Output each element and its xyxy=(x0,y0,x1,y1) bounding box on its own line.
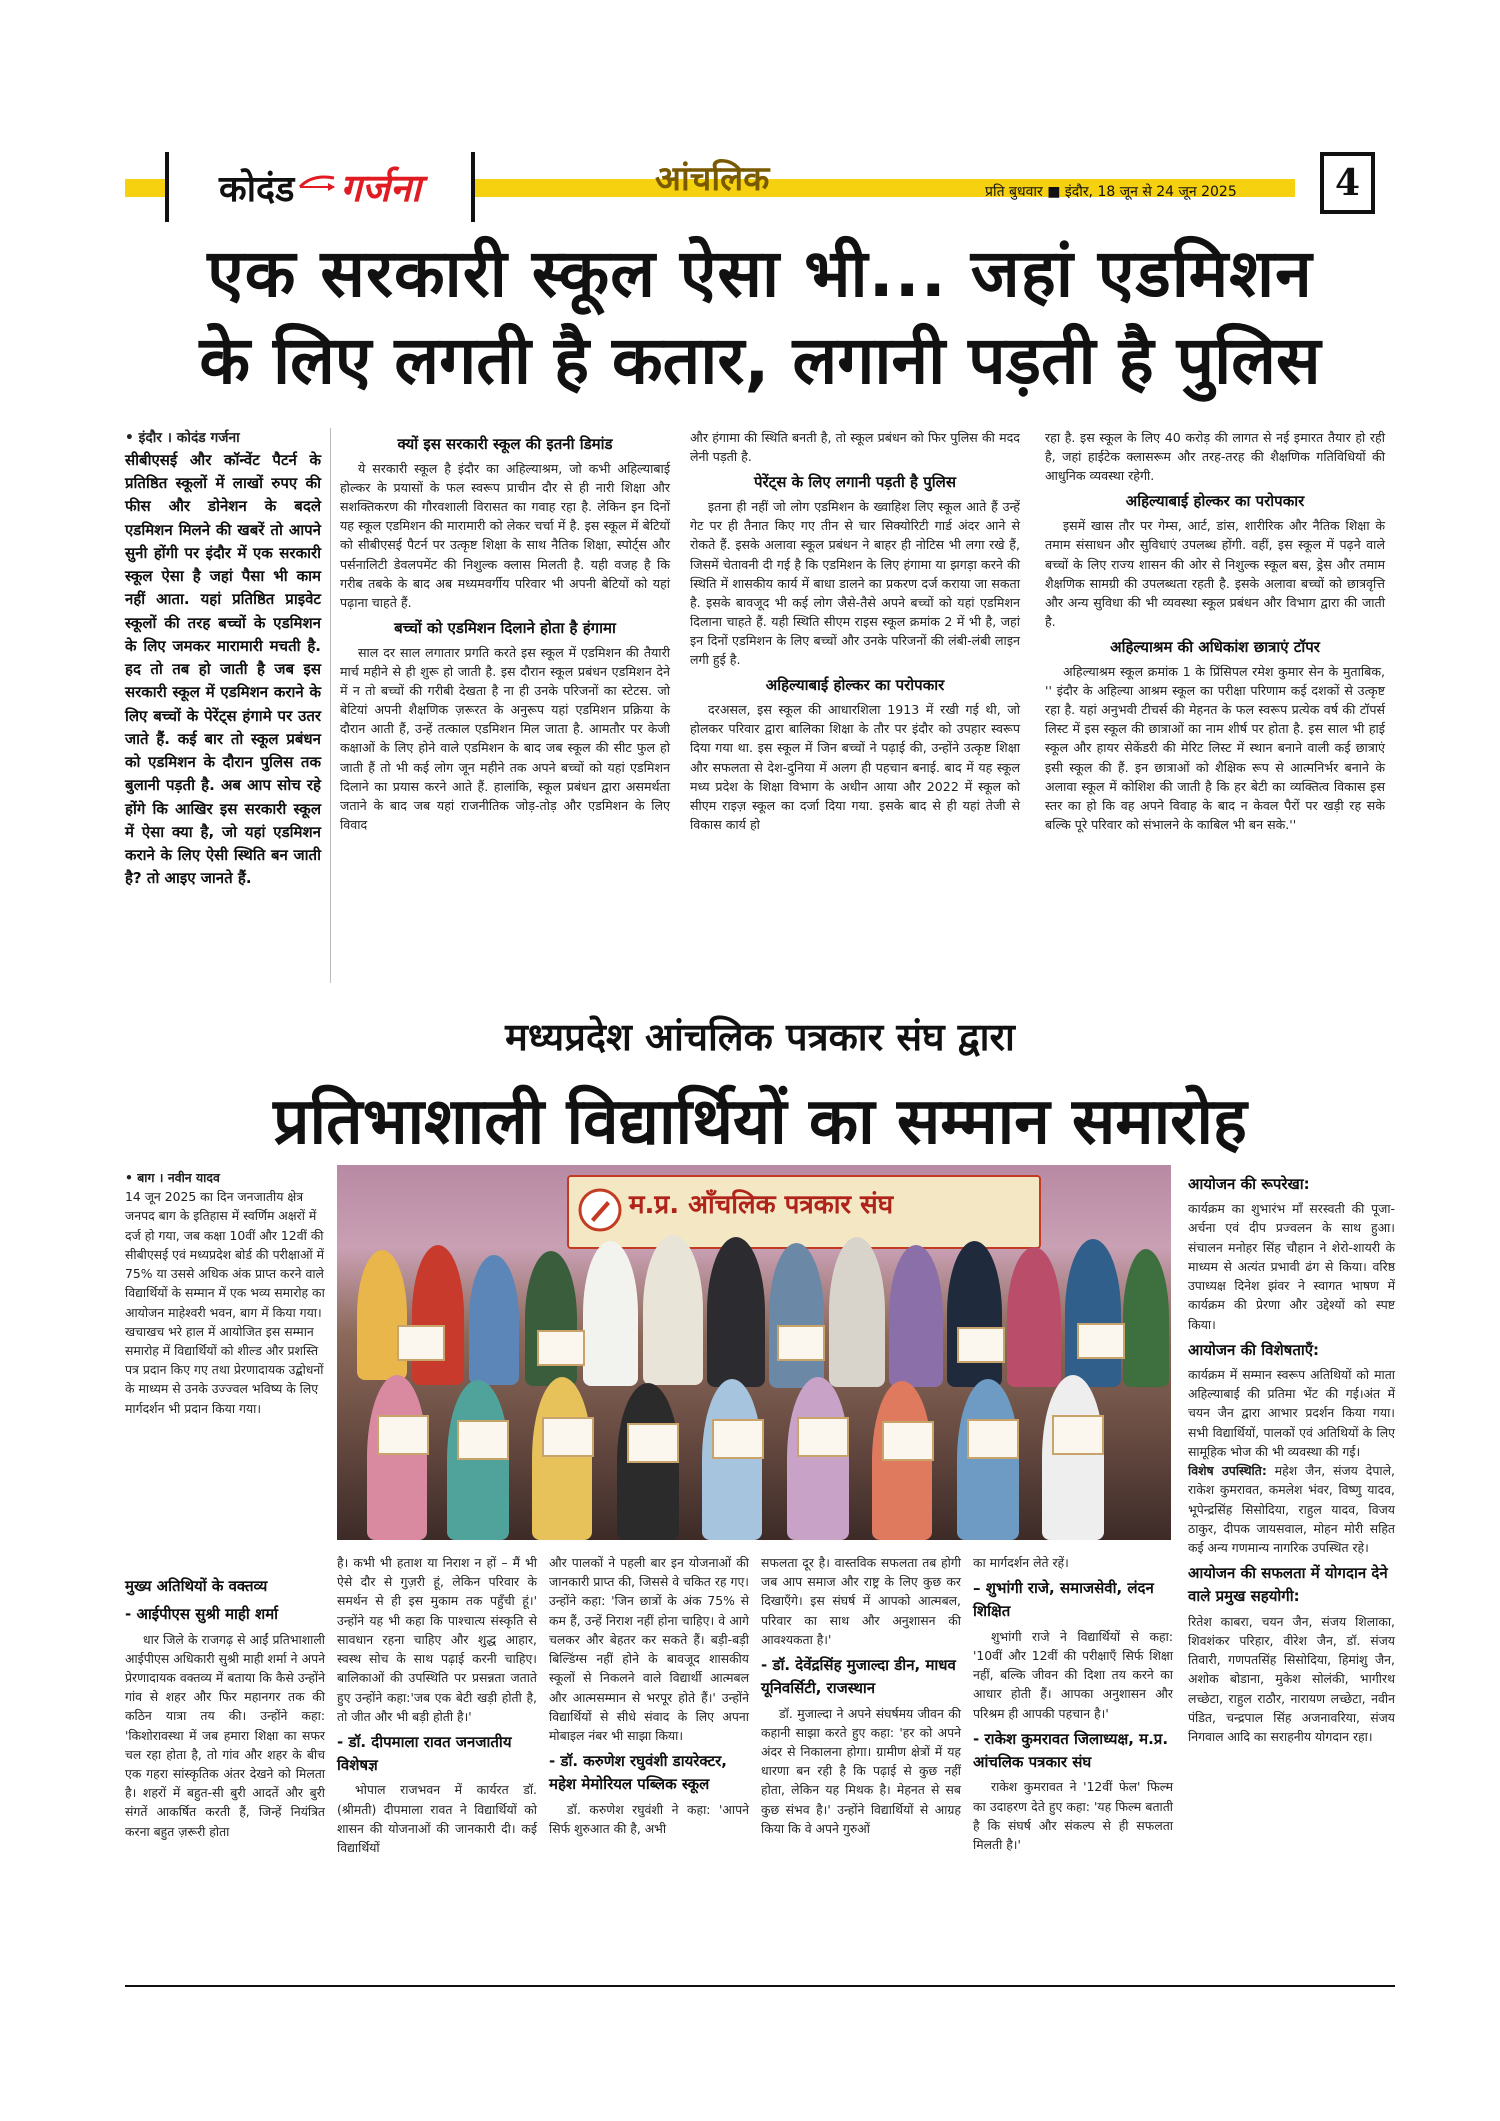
features-heading: आयोजन की विशेषताएँ: xyxy=(1188,1340,1320,1359)
story1-paragraph-1: ये सरकारी स्कूल है इंदौर का अहिल्याश्रम, जो कभी अहिल्याबाई होल्कर के प्रयासों के फल स्वरूप प्राचीन दौर से ही नारी शिक्षा और सशक्तिकरण की गौरवशाली विरासत का गवाह रहा है. लेकिन इन दिनों यह स्कूल एडमिशन की मारामारी को लेकर चर्चा में है. इस स्कूल में बेटियों को सीबीएसई पैटर्न पर उत्कृष्ट शिक्षा के साथ नैतिक शिक्षा, स्पोर्ट्स और पर्सनालिटी डेवलपमेंट की निशुल्क क्लास मिलती है. यही वजह है कि गरीब तबके के बाद अब मध्यमवर्गीय परिवार भी अपनी बेटियों को यहां पढ़ाना चाहते हैं. xyxy=(340,460,670,610)
certificate xyxy=(797,1417,849,1457)
story1-column-1 xyxy=(125,428,321,891)
person-figure xyxy=(643,1235,703,1385)
logo-text-part1: कोदंड xyxy=(219,168,295,210)
special-guests xyxy=(1188,1461,1395,1557)
person-figure xyxy=(1042,1375,1104,1540)
success-heading: आयोजन की सफलता में योगदान देने वाले प्रमुख सहयोगी: xyxy=(1188,1564,1388,1606)
masthead xyxy=(125,152,1395,222)
story2-column-1 xyxy=(125,1570,325,1841)
story2-dateline: • बाग । नवीन यादव xyxy=(125,1170,220,1185)
story2-column-5 xyxy=(973,1553,1173,1854)
story1-paragraph-5: दरअसल, इस स्कूल की आधारशिला 1913 में रखी गई थी, जो होलकर परिवार द्वारा बालिका शिक्षा के तौर पर इंदौर को उपहार स्वरूप दिया गया था. इस स्कूल में जिन बच्चों ने पढ़ाई की, उन्होंने उत्कृष्ट शिक्षा और सफलता से देश-दुनिया में अलग ही पहचान बनाई. बाद में यह स्कूल मध्य प्रदेश के शिक्षा विभाग के अधीन आया और 2022 में स्कूल को सीएम राइज़ स्कूल का दर्जा दिया गया. इसके बाद से ही यहां तेजी से विकास कार्य हो xyxy=(690,702,1020,832)
story2-intro: 14 जून 2025 का दिन जनजातीय क्षेत्र जनपद बाग के इतिहास में स्वर्णिम अक्षरों में दर्ज हो गया, जब कक्षा 10वीं और 12वीं की सीबीएसई एवं मध्यप्रदेश बोर्ड की परीक्षाओं में 75% या उससे अधिक अंक प्राप्त करने वाले विद्यार्थियों के सम्मान में एक भव्य समारोह का आयोजन माहेश्वरी भवन, बाग में किया गया। खचाखच भरे हाल में आयोजित इस सम्मान समारोह में विद्यार्थियों को शील्ड और प्रशस्ति पत्र प्रदान किए गए तथा प्रेरणादायक उद्बोधनों के माध्यम से उनके उज्ज्वल भविष्य के लिए मार्गदर्शन भी प्रदान किया गया। xyxy=(125,1189,325,1416)
features-text: कार्यक्रम में सम्मान स्वरूप अतिथियों को माता अहिल्याबाई की प्रतिमा भेंट की गई।अंत में चयन जैन द्वारा आभार प्रदर्शन किया गया। सभी विद्यार्थियों, पालकों एवं अतिथियों के लिए सामूहिक भोज की भी व्यवस्था की गई। xyxy=(1188,1367,1395,1459)
person-figure xyxy=(447,1380,509,1540)
speaker1-name: - आईपीएस सुश्री माही शर्मा xyxy=(125,1605,279,1624)
speaker6-text: राकेश कुमरावत ने '12वीं फेल' फिल्म का उदाहरण देते हुए कहा: 'यह फिल्म बताती है कि संघर्ष और संकल्प से ही सफलता मिलती है।' xyxy=(973,1779,1173,1852)
speaker5-text: शुभांगी राजे ने विद्यार्थियों से कहा: '10वीं और 12वीं की परीक्षाएँ सिर्फ शिक्षा नहीं, बल्कि जीवन की दिशा तय करने का आधार होती हैं। आपका अनुशासन और परिश्रम ही आपकी पहचान है।' xyxy=(973,1628,1173,1721)
person-figure xyxy=(947,1241,1002,1387)
person-figure xyxy=(1123,1249,1169,1387)
certificate xyxy=(967,1419,1019,1459)
special-text: महेश जैन, संजय देपाले, राकेश कुमरावत, कमलेश भंवर, विष्णु यादव, भूपेन्द्रसिंह सिसोदिया, राहुल यादव, विजय ठाकुर, दीपक जायसवाल, मोहन मोरी सहित कई अन्य गणमान्य नागरिक उपस्थित रहे। xyxy=(1188,1463,1395,1555)
story1-dateline: • इंदौर । कोदंड गर्जना xyxy=(125,430,240,446)
certificate xyxy=(882,1421,934,1461)
speaker1-text-cont: है। कभी भी हताश या निराश न हों – मैं भी ऐसे दौर से गुज़री हूं, लेकिन परिवार के समर्थन से ही इस मुकाम तक पहुँची हूं।' उन्होंने यह भी कहा कि पाश्चात्य संस्कृति से सावधान रहना चाहिए और शुद्ध आहार, स्वस्थ सोच के साथ पढ़ाई करनी चाहिए। बालिकाओं की उपस्थिति पर प्रसन्नता जताते हुए उन्होंने कहा:'जब एक बेटी खड़ी होती है, तो जीत और भी बड़ी होती है।' xyxy=(337,1555,537,1724)
story1-paragraph-8: अहिल्याश्रम स्कूल क्रमांक 1 के प्रिंसिपल रमेश कुमार सेन के मुताबिक, '' इंदौर के अहिल्या आश्रम स्कूल का परीक्षा परिणाम कई दशकों से उत्कृष्ट रहा है. यहां अनुभवी टीचर्स की मेहनत के फल स्वरूप प्रत्येक वर्ष की टॉपर्स लिस्ट में इस स्कूल की छात्राओं का नाम शीर्ष पर होता है. इस साल भी हाई स्कूल और हायर सेकेंडरी की मेरिट लिस्ट में स्थान बनाने वाली कई छात्राएं इसी स्कूल की हैं. इन छात्राओं को शैक्षिक रूप से आत्मनिर्भर बनाने के अलावा स्कूल में कोशिश की जाती है कि हर बेटी का व्यक्तित्व विकास इस स्तर का हो कि वह अपने विवाह के बाद न केवल पैरों पर खड़ी रह सके बल्कि पूरे परिवार को संभालने के काबिल भी बन सके.'' xyxy=(1045,663,1385,832)
story1-subhead-3: पेरेंट्स के लिए लगानी पड़ती है पुलिस xyxy=(754,473,956,492)
person-figure xyxy=(1065,1239,1121,1387)
photo-banner-text: म.प्र. आँचलिक पत्रकार संघ xyxy=(629,1190,894,1220)
section-title: आंचलिक xyxy=(655,159,770,199)
person-figure xyxy=(583,1241,638,1386)
photo-banner xyxy=(567,1175,1041,1249)
person-figure xyxy=(367,1375,427,1540)
certificate xyxy=(457,1420,509,1460)
speaker4-text-cont: का मार्गदर्शन लेते रहें। xyxy=(973,1555,1069,1570)
speaker1-text: धार जिले के राजगढ़ से आईं प्रतिभाशाली आईपीएस अधिकारी सुश्री माही शर्मा ने अपने प्रेरणादायक वक्तव्य में बताया कि कैसे उन्होंने गांव से शहर और फिर महानगर तक की कठिन यात्रा तय की। उन्होंने कहा: 'किशोरावस्था में जब हमारा शिक्षा का सफर चल रहा होता है, तो गांव और शहर के बीच एक गहरा सांस्कृतिक अंतर देखने को मिलता है। शहरों में बहुत-सी बुरी आदतें और बुरी संगतें आकर्षित करती हैं, जिन्हें नियंत्रित करना बहुत ज़रूरी होता xyxy=(125,1631,325,1839)
person-figure xyxy=(707,1237,765,1387)
special-heading: विशेष उपस्थिति: xyxy=(1188,1463,1267,1479)
bottom-rule xyxy=(125,1985,1395,1987)
newspaper-logo[interactable] xyxy=(165,152,475,222)
certificate xyxy=(542,1417,594,1457)
story1-column-3 xyxy=(690,428,1020,834)
story1-column-4 xyxy=(1045,428,1385,834)
story1-subhead-4: अहिल्याबाई होल्कर का परोपकार xyxy=(765,676,945,695)
story1-paragraph-3: और हंगामा की स्थिति बनती है, तो स्कूल प्रबंधन को फिर पुलिस की मदद लेनी पड़ती है. xyxy=(690,430,1020,465)
bow-arrow-icon xyxy=(298,174,336,200)
person-figure xyxy=(769,1243,824,1388)
speaker2-text-cont: और पालकों ने पहली बार इन योजनाओं की जानकारी प्राप्त की, जिससे वे चकित रह गए। उन्होंने कहा: 'जिन छात्रों के अंक 75% से कम हैं, उन्हें निराश नहीं होना चाहिए। वे आगे चलकर और बेहतर कर सकते हैं। बड़ी-बड़ी बिल्डिंग्स नहीं होने के बावजूद शासकीय स्कूलों से निकलने वाले विद्यार्थी आत्मबल और आत्मसम्मान से भरपूर होते हैं।' उन्होंने विद्यार्थियों से सीधे संवाद के लिए अपना मोबाइल नंबर भी साझा किया। xyxy=(549,1555,749,1743)
person-figure xyxy=(702,1379,762,1540)
speaker2-name: - डॉ. दीपमाला रावत जनजातीय विशेषज्ञ xyxy=(337,1732,512,1775)
guests-heading: मुख्य अतिथियों के वक्तव्य xyxy=(125,1577,268,1595)
story2-kicker: मध्यप्रदेश आंचलिक पत्रकार संघ द्वारा xyxy=(505,1015,1015,1059)
person-figure xyxy=(1007,1247,1061,1387)
story1-paragraph-6: रहा है. इस स्कूल के लिए 40 करोड़ की लागत से नई इमारत तैयार हो रही है, जहां हाईटेक क्लासरूम और तरह-तरह की शैक्षणिक गतिविधियों की आधुनिक व्यवस्था रहेगी. xyxy=(1045,430,1385,484)
certificate xyxy=(537,1330,585,1366)
certificate xyxy=(712,1419,764,1459)
speaker4-text: डॉ. मुजाल्दा ने अपने संघर्षमय जीवन की कहानी साझा करते हुए कहा: 'हर को अपने अंदर से निकालना होगा। ग्रामीण क्षेत्रों में यह धारणा बन रही है कि पढ़ाई से कुछ नहीं होता, लेकिन यह मिथक है। मेहनत से सब कुछ संभव है।' उन्होंने विद्यार्थियों से आग्रह किया कि वे अपने गुरुओं xyxy=(761,1705,961,1836)
story1-subhead-2: बच्चों को एडमिशन दिलाने होता है हंगामा xyxy=(394,618,616,637)
story1-subhead-1: क्यों इस सरकारी स्कूल की इतनी डिमांड xyxy=(397,435,613,453)
certificate xyxy=(957,1327,1005,1363)
story1-lead: सीबीएसई और कॉन्वेंट पैटर्न के प्रतिष्ठित स्कूलों में लाखों रुपए की फीस और डोनेशन के बदले एडमिशन मिलने की खबरें तो आपने सुनी होंगी पर इंदौर में एक सरकारी स्कूल ऐसा है जहां पैसा भी काम नहीं आता. यहां प्रतिष्ठित प्राइवेट स्कूलों की तरह बच्चों के एडमिशन के लिए जमकर मारामारी मचती है. हद तो तब हो जाती है जब इस सरकारी स्कूल में एडमिशन कराने के लिए बच्चों के पेरेंट्स हंगामे पर उतर जाते हैं. कई बार तो स्कूल प्रबंधन को एडमिशन के दौरान पुलिस तक बुलानी पड़ती है. अब आप सोच रहे होंगे कि आखिर इस सरकारी स्कूल में ऐसा क्या है, जो यहां एडमिशन कराने के लिए ऐसी स्थिति बन जाती है? तो आइए जानते हैं. xyxy=(125,450,321,888)
speaker4-name: - डॉ. देवेंद्रसिंह मुजाल्दा डीन, माधव यूनिवर्सिटी, राजस्थान xyxy=(761,1656,956,1698)
certificate xyxy=(1077,1323,1125,1359)
person-figure xyxy=(889,1245,943,1387)
person-figure xyxy=(957,1379,1019,1540)
person-figure xyxy=(532,1377,592,1540)
column-divider xyxy=(330,428,331,983)
certificate xyxy=(397,1325,445,1361)
certificate xyxy=(777,1325,825,1361)
outline-text: कार्यक्रम का शुभारंभ माँ सरस्वती की पूजा-अर्चना एवं दीप प्रज्वलन के साथ हुआ। संचालन मनोहर सिंह चौहान ने शेरो-शायरी के माध्यम से अत्यंत प्रभावी ढंग से किया। वरिष्ठ उपाध्यक्ष दिनेश झंवर ने स्वागत भाषण में कार्यक्रम की प्रेरणा और उद्देश्यों को स्पष्ट किया। xyxy=(1188,1201,1395,1332)
outline-heading: आयोजन की रूपरेखा: xyxy=(1188,1175,1310,1193)
speaker2-text: भोपाल राजभवन में कार्यरत डॉ. (श्रीमती) दीपमाला रावत ने विद्यार्थियों को शासन की योजनाओं की जानकारी दी। कई विद्यार्थियों xyxy=(337,1782,537,1856)
award-ceremony-photo[interactable] xyxy=(337,1165,1171,1540)
speaker3-text-cont: सफलता दूर है। वास्तविक सफलता तब होगी जब आप समाज और राष्ट्र के लिए कुछ कर दिखाएँगे। इस संघर्ष में आपको आत्मबल, परिवार का साथ और अनुशासन की आवश्यकता है।' xyxy=(761,1555,961,1647)
story1-subhead-6: अहिल्याश्रम की अधिकांश छात्राएं टॉपर xyxy=(1110,638,1320,657)
person-figure xyxy=(829,1237,885,1387)
story2-column-2 xyxy=(337,1553,537,1857)
story1-headline-line1: एक सरकारी स्कूल ऐसा भी... जहां एडमिशन xyxy=(207,235,1313,312)
person-figure xyxy=(412,1245,464,1385)
story1-column-2 xyxy=(340,428,670,834)
story2-right-column xyxy=(1188,1168,1395,1746)
page-number: 4 xyxy=(1320,152,1375,214)
certificate xyxy=(377,1415,429,1455)
logo-text-part2: गर्जना xyxy=(340,166,421,210)
person-figure xyxy=(469,1255,519,1385)
speaker5-name: – शुभांगी राजे, समाजसेवी, लंदन शिक्षित xyxy=(973,1579,1154,1621)
speaker3-text: डॉ. करुणेश रघुवंशी ने कहा: 'आपने सिर्फ शुरुआत की है, अभी xyxy=(549,1801,749,1836)
story2-intro-column xyxy=(125,1168,325,1418)
certificate xyxy=(627,1423,679,1463)
speaker3-name: - डॉ. करुणेश रघुवंशी डायरेक्टर, महेश मेमोरियल पब्लिक स्कूल xyxy=(549,1752,727,1794)
certificate xyxy=(1052,1415,1104,1455)
story1-paragraph-7: इसमें खास तौर पर गेम्स, आर्ट, डांस, शारीरिक और नैतिक शिक्षा के तमाम संसाधन और सुविधाएं उपलब्ध होंगी. वहीं, इस स्कूल में पढ़ने वाले बच्चों के लिए राज्य शासन की ओर से निशुल्क स्कूल बस, ड्रेस और तमाम शैक्षणिक सामग्री की उपलब्धता रहती है. इसके अलावा बच्चों को छात्रवृत्ति और अन्य सुविधा की भी व्यवस्था स्कूल प्रबंधन और विभाग द्वारा की जाती है. xyxy=(1045,518,1385,629)
story1-paragraph-4: इतना ही नहीं जो लोग एडमिशन के ख्वाहिश लिए स्कूल आते हैं उन्हें गेट पर ही तैनात किए गए तीन से चार सिक्योरिटी गार्ड अंदर आने से रोकते हैं. इसके अलावा स्कूल प्रबंधन ने बाहर ही नोटिस भी लगा रखे हैं, जिसमें चेतावनी दी गई है कि एडमिशन के लिए हंगामा या झगड़ा करने की स्थिति में शासकीय कार्य में बाधा डालने का प्रकरण दर्ज कराया जा सकता है. इसके बावजूद भी कई लोग जैसे-तैसे अपने बच्चों को यहां एडमिशन दिलाना चाहते हैं. यही स्थिति सीएम राइस स्कूल क्रमांक 2 में भी है, जहां इन दिनों एडमिशन के लिए बच्चों और उनके परिजनों की लंबी-लंबी लाइन लगी हुई है. xyxy=(690,499,1020,668)
story2-column-3 xyxy=(549,1553,749,1838)
speaker6-name: - राकेश कुमरावत जिलाध्यक्ष, म.प्र. आंचलिक पत्रकार संघ xyxy=(973,1729,1169,1772)
story1-subhead-5: अहिल्याबाई होल्कर का परोपकार xyxy=(1125,492,1305,511)
story2-headline: प्रतिभाशाली विद्यार्थियों का सम्मान समारोह xyxy=(273,1085,1247,1159)
story1-paragraph-2: साल दर साल लगातार प्रगति करते इस स्कूल में एडमिशन की तैयारी मार्च महीने से ही शुरू हो जाती है. इस दौरान स्कूल प्रबंधन एडमिशन देने में न तो बच्चों की गरीबी देखता है ना ही उनके परिजनों का स्टेटस. जो बेटियां अपनी शैक्षणिक ज़रूरत के अनुरूप यहां एडमिशन प्रक्रिया के दौरान आती हैं, उन्हें तत्काल एडमिशन मिल जाता है. आमतौर पर केजी कक्षाओं के लिए होने वाले एडमिशन के बाद जब स्कूल की सीट फुल हो जाती हैं तो भी कई लोग जून महीने तक अपने बच्चों को यहां एडमिशन दिलाने का प्रयास करने आते हैं. हालांकि, स्कूल प्रबंधन द्वारा असमर्थता जताने के बाद जब यहां राजनीतिक जोड़-तोड़ और एडमिशन के लिए विवाद xyxy=(340,644,670,832)
success-text: रितेश काबरा, चयन जैन, संजय शिलाका, शिवशंकर परिहार, वीरेश जैन, डॉ. संजय तिवारी, गणपतसिंह सिसोदिया, हिमांशु जैन, अशोक बोडाना, मुकेश सोलंकी, भागीरथ लच्छेटा, राहुल राठौर, नारायण लच्छेटा, नवीन पंडित, चन्द्रपाल सिंह अजनावरिया, संजय निगवाल आदि का सराहनीय योगदान रहा। xyxy=(1188,1613,1395,1745)
story2-column-4 xyxy=(761,1553,961,1838)
pen-logo-icon xyxy=(577,1187,623,1233)
issue-date: प्रति बुधवार ■ इंदौर, 18 जून से 24 जून 2025 xyxy=(985,184,1237,200)
person-figure xyxy=(787,1377,849,1540)
story1-headline-line2: के लिए लगती है कतार, लगानी पड़ती है पुलिस xyxy=(199,322,1321,399)
